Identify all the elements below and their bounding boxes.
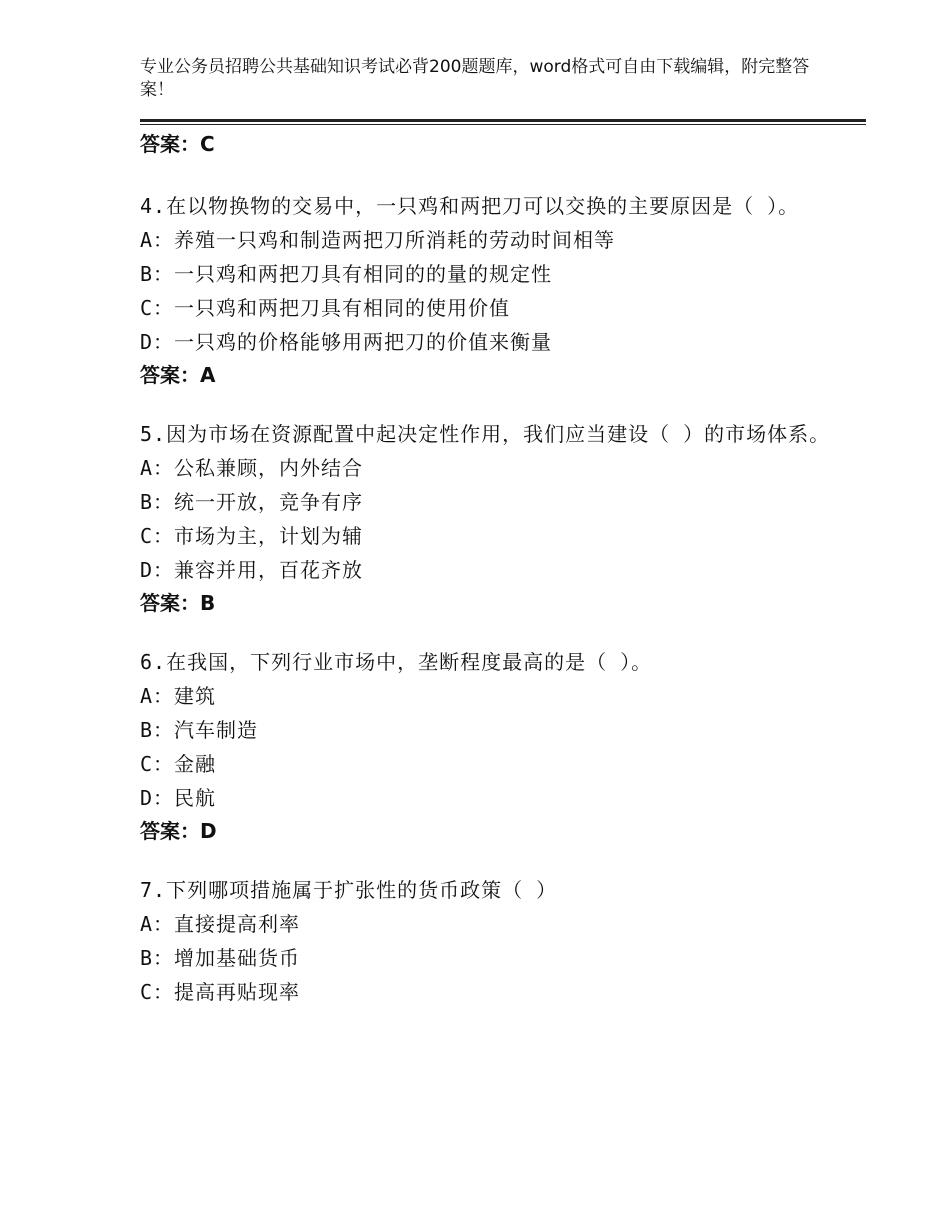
header-divider-thin [140, 124, 866, 125]
option-b: B：汽车制造 [140, 718, 259, 742]
option-a: A：直接提高利率 [140, 912, 301, 936]
option-c: C：一只鸡和两把刀具有相同的使用价值 [140, 296, 511, 320]
option-c: C：金融 [140, 752, 217, 776]
answer-label: 答案：B [140, 591, 216, 615]
option-a: A：公私兼顾，内外结合 [140, 456, 364, 480]
answer-label: 答案：D [140, 819, 217, 843]
question-text: 6.在我国，下列行业市场中，垄断程度最高的是（ ）。 [140, 650, 653, 674]
header-divider-thick [140, 119, 866, 122]
option-d: D：民航 [140, 786, 217, 810]
option-c: C：提高再贴现率 [140, 980, 301, 1004]
answer-label: 答案：C [140, 132, 215, 156]
question-item [140, 189, 860, 391]
question-text: 4.在以物换物的交易中，一只鸡和两把刀可以交换的主要原因是（ ）。 [140, 194, 800, 218]
option-a: A：建筑 [140, 684, 217, 708]
question-text: 5.因为市场在资源配置中起决定性作用，我们应当建设（ ）的市场体系。 [140, 422, 831, 446]
option-d: D：一只鸡的价格能够用两把刀的价值来衡量 [140, 330, 553, 354]
answer-label: 答案：A [140, 363, 216, 387]
question-item [140, 645, 860, 847]
option-a: A：养殖一只鸡和制造两把刀所消耗的劳动时间相等 [140, 228, 616, 252]
option-b: B：增加基础货币 [140, 946, 301, 970]
document-header: 专业公务员招聘公共基础知识考试必背200题题库，word格式可自由下载编辑，附完整答案！ [140, 57, 810, 100]
option-c: C：市场为主，计划为辅 [140, 524, 364, 548]
option-d: D：兼容并用，百花齐放 [140, 558, 364, 582]
question-item [140, 417, 860, 619]
question-item [140, 873, 860, 1009]
option-b: B：一只鸡和两把刀具有相同的的量的规定性 [140, 262, 553, 286]
option-b: B：统一开放，竞争有序 [140, 490, 364, 514]
question-list [140, 128, 860, 1035]
question-text: 7.下列哪项措施属于扩张性的货币政策（ ） [140, 878, 558, 902]
